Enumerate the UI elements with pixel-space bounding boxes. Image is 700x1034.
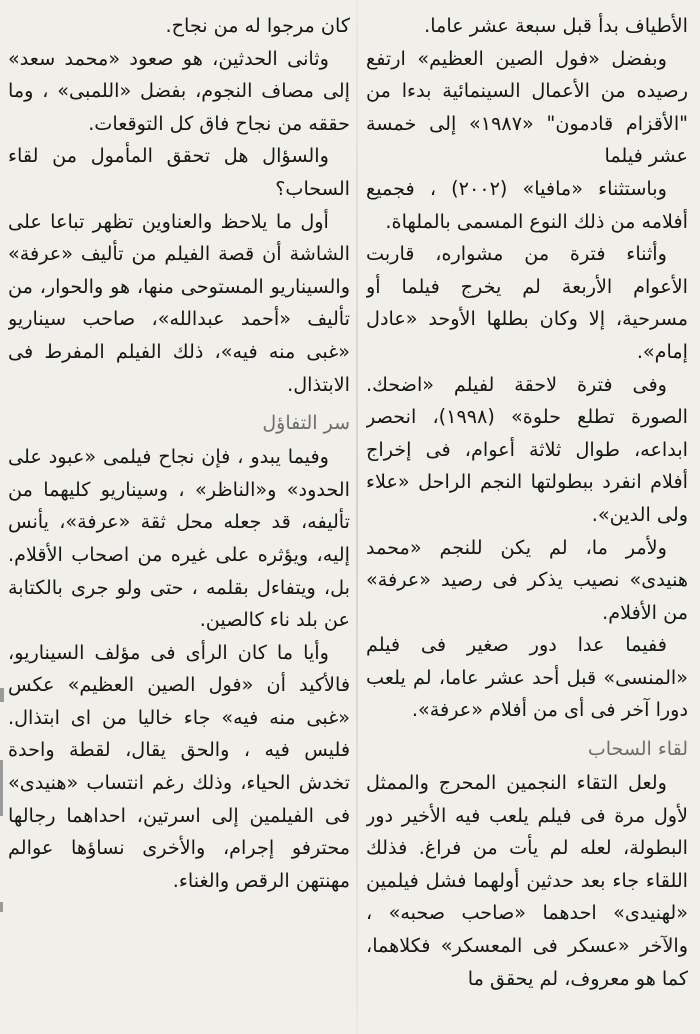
paragraph: والسؤال هل تحقق المأمول من لقاء السحاب؟: [8, 144, 350, 200]
article-column-right: [366, 10, 688, 1034]
column-divider: [356, 0, 358, 1034]
section-heading: سر التفاؤل: [262, 412, 350, 435]
paragraph: وفيما يبدو ، فإن نجاح فيلمى «عبود على الحدود» و«الناظر» ، وسيناريو كليهما من تأليفه، قد جعله محل ثقة «عرفة»، يأنس إليه، ويؤثره على غيره من اصحاب الأقلام. بل، ويتفاءل بقلمه ، حتى ولو جرى بالكتابة عن بلد ناء كالصين.: [8, 445, 350, 632]
paragraph: وأثناء فترة من مشواره، قاربت الأعوام الأربعة لم يخرج فيلما أو مسرحية، إلا وكان بطلها الأوحد «عادل إمام».: [366, 242, 688, 363]
paragraph: كان مرجوا له من نجاح.: [165, 14, 350, 37]
section-heading: لقاء السحاب: [587, 738, 688, 761]
paragraph: ولأمر ما، لم يكن للنجم «محمد هنيدى» نصيب يذكر فى رصيد «عرفة» من الأفلام.: [366, 535, 688, 624]
paragraph: ففيما عدا دور صغير فى فيلم «المنسى» قبل أحد عشر عاما، لم يلعب دورا آخر فى أى من أفلام «عرفة».: [366, 633, 688, 722]
paragraph: وفى فترة لاحقة لفيلم «اضحك. الصورة تطلع حلوة» (١٩٩٨)، انحصر ابداعه، طوال ثلاثة أعوام، فى إخراج أفلام انفرد ببطولتها النجم الراحل «علاء ولى الدين».: [366, 372, 688, 526]
page-edge-mark: [0, 688, 4, 702]
paragraph: الأطياف بدأ قبل سبعة عشر عاما.: [424, 14, 688, 37]
page-edge-mark: [0, 760, 3, 816]
paragraph: وأيا ما كان الرأى فى مؤلف السيناريو، فالأكيد أن «فول الصين العظيم» عكس «غبى منه فيه» جاء خاليا من اى ابتذال. فليس فيه ، والحق يقال، لقطة واحدة تخدش الحياء، وذلك رغم انتساب «هنيدى» فى الفيلمين إلى اسرتين، احداهما رجالها محترفو إجرام، والأخرى نساؤها عوالم مهنتهن الرقص والغناء.: [8, 640, 350, 892]
paragraph: وباستثناء «مافيا» (٢٠٠٢) ، فجميع أفلامه من ذلك النوع المسمى بالملهاة.: [366, 176, 688, 233]
paragraph: أول ما يلاحظ والعناوين تظهر تباعا على الشاشة أن قصة الفيلم من تأليف «عرفة» والسيناريو المستوحى منها، هو والحوار، من تأليف «أحمد عبدالله»، صاحب سيناريو «غبى منه فيه»، ذلك الفيلم المفرط فى الابتذال.: [8, 209, 350, 396]
paragraph: ولعل التقاء النجمين المحرج والممثل لأول مرة فى فيلم يلعب فيه الأخير دور البطولة، لعله لم يأت من فراغ. فذلك اللقاء جاء بعد حدثين أولهما فشل فيلمين «لهنيدى» احدهما «صاحب صحبه» ، والآخر «عسكر فى المعسكر» فكلاهما، كما هو معروف، لم يحقق ما: [366, 771, 688, 990]
paragraph: وبفضل «فول الصين العظيم» ارتفع رصيده من الأعمال السينمائية بدءا من "الأقزام قادمون" «١٩٨٧» إلى خمسة عشر فيلما: [366, 46, 688, 168]
paragraph: وثانى الحدثين، هو صعود «محمد سعد» إلى مصاف النجوم، بفضل «اللمبى» ، وما حققه من نجاح فاق كل التوقعات.: [8, 46, 350, 135]
article-column-left: [8, 10, 350, 1034]
page-edge-mark: [0, 902, 3, 912]
